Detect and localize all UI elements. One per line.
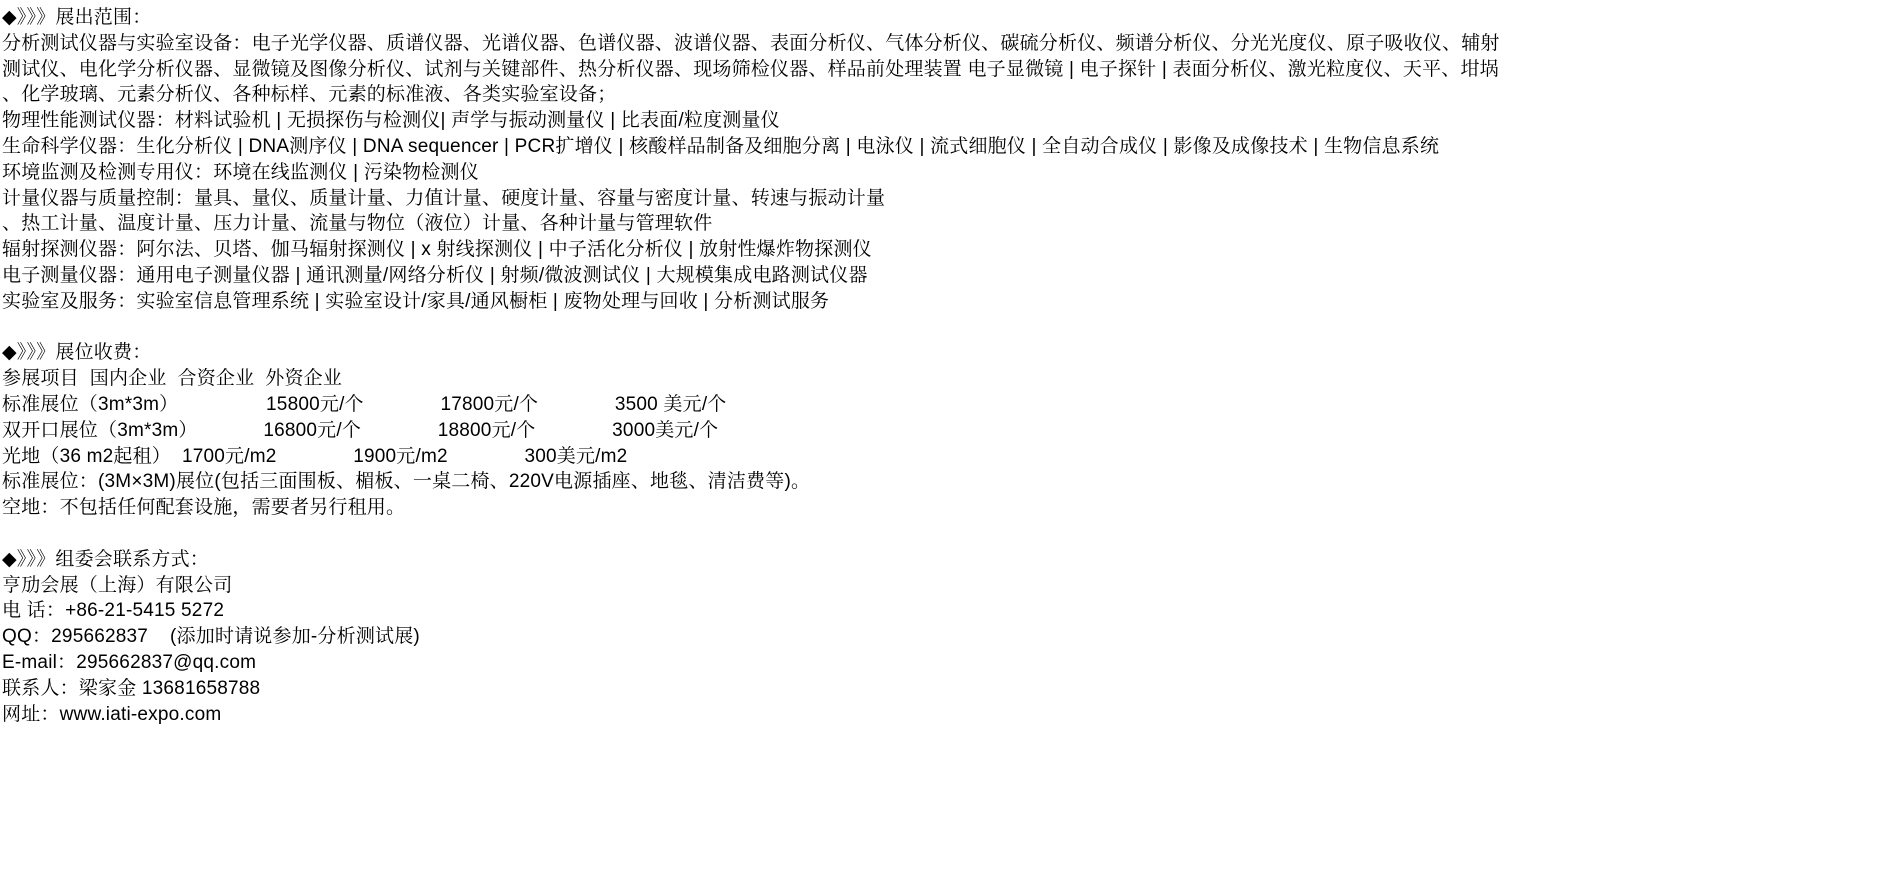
committee-contact-line: E-mail：295662837@qq.com — [2, 651, 257, 673]
exhibit-scope-line: 、热工计量、温度计量、压力计量、流量与物位（液位）计量、各种计量与管理软件 — [2, 213, 713, 235]
exhibit-scope-line: 分析测试仪器与实验室设备：电子光学仪器、质谱仪器、光谱仪器、色谱仪器、波谱仪器、表面分析仪、气体分析仪、碳硫分析仪、频谱分析仪、分光光度仪、原子吸收仪、辅射 — [2, 32, 1500, 54]
committee-contact-heading: ◆》》》组委会联系方式： — [2, 548, 210, 570]
document-body — [2, 5, 1889, 727]
section-booth-fees — [2, 340, 1889, 521]
committee-contact-line: 亨劢会展（上海）有限公司 — [2, 574, 233, 596]
exhibit-scope-heading: ◆》》》展出范围： — [2, 7, 152, 28]
exhibit-scope-line: 计量仪器与质量控制：量具、量仪、质量计量、力值计量、硬度计量、容量与密度计量、转速与振动计量 — [2, 187, 886, 209]
exhibit-scope-line: 电子测量仪器：通用电子测量仪器 | 通讯测量/网络分析仪 | 射频/微波测试仪 | 大规模集成电路测试仪器 — [2, 264, 868, 286]
booth-fees-line: 空地：不包括任何配套设施，需要者另行租用。 — [2, 497, 406, 519]
exhibit-scope-line: 、化学玻璃、元素分析仪、各种标样、元素的标准液、各类实验室设备； — [2, 84, 617, 106]
committee-contact-line: QQ：295662837 (添加时请说参加-分析测试展) — [2, 626, 420, 648]
committee-contact-line: 电 话：+86-21-5415 5272 — [2, 600, 225, 622]
booth-fees-line: 光地（36 m2起租） 1700元/m2 1900元/m2 300美元/m2 — [2, 445, 628, 467]
booth-fees-line: 标准展位：(3M×3M)展位(包括三面围板、楣板、一桌二椅、220V电源插座、地毯、清洁费等)。 — [2, 471, 811, 493]
exhibit-scope-line: 实验室及服务：实验室信息管理系统 | 实验室设计/家具/通风橱柜 | 废物处理与回收 | 分析测试服务 — [2, 290, 830, 312]
committee-contact-line: 联系人：梁家金 13681658788 — [2, 677, 261, 699]
exhibit-scope-line: 生命科学仪器：生化分析仪 | DNA测序仪 | DNA sequencer | PCR扩增仪 | 核酸样品制备及细胞分离 | 电泳仪 | 流式细胞仪 | 全自动合成仪 | 影像及成像技术 | 生物信息系统 — [2, 135, 1440, 157]
committee-contact-line: 网址：www.iati-expo.com — [2, 703, 222, 725]
exhibit-scope-line: 环境监测及检测专用仪：环境在线监测仪 | 污染物检测仪 — [2, 161, 479, 183]
exhibit-scope-line: 测试仪、电化学分析仪器、显微镜及图像分析仪、试剂与关键部件、热分析仪器、现场筛检仪器、样品前处理装置 电子显微镜 | 电子探针 | 表面分析仪、激光粒度仪、天平、坩埚 — [2, 58, 1499, 80]
booth-fees-heading: ◆》》》展位收费： — [2, 342, 152, 364]
booth-fees-line: 参展项目 国内企业 合资企业 外资企业 — [2, 368, 343, 390]
exhibit-scope-line: 辐射探测仪器：阿尔法、贝塔、伽马辐射探测仪 | x 射线探测仪 | 中子活化分析仪 | 放射性爆炸物探测仪 — [2, 239, 872, 261]
section-committee-contact — [2, 547, 1889, 728]
booth-fees-line: 标准展位（3m*3m） 15800元/个 17800元/个 3500 美元/个 — [2, 393, 727, 415]
exhibit-scope-line: 物理性能测试仪器：材料试验机 | 无损探伤与检测仪| 声学与振动测量仪 | 比表面/粒度测量仪 — [2, 110, 780, 132]
section-exhibit-scope — [2, 5, 1889, 315]
booth-fees-line: 双开口展位（3m*3m） 16800元/个 18800元/个 3000美元/个 — [2, 419, 719, 441]
